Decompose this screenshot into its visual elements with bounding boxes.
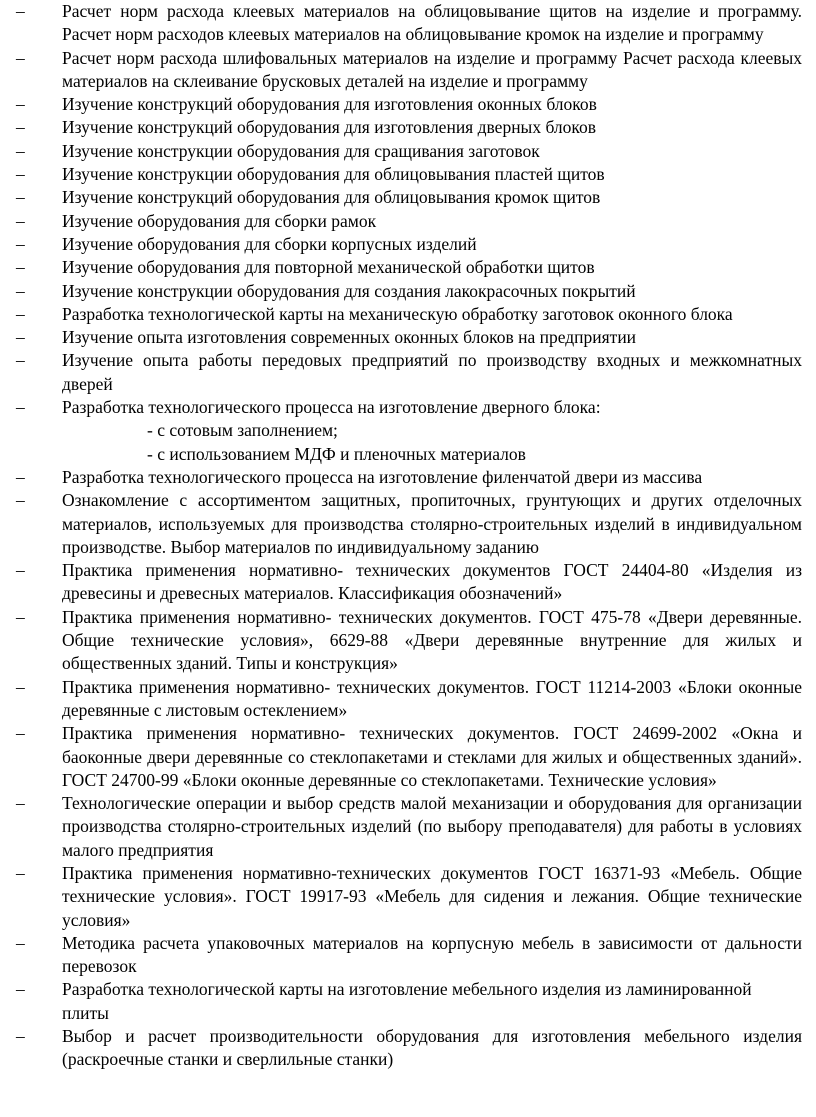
list-item-text: Изучение опыта работы передовых предприятий по производству входных и межкомнатных дверей xyxy=(62,350,802,394)
bullet-dash: – xyxy=(16,303,25,324)
list-item-text: Изучение конструкции оборудования для сращивания заготовок xyxy=(62,140,540,161)
list-item-text: Разработка технологической карты на механическую обработку заготовок оконного блока xyxy=(62,303,733,324)
bullet-dash: – xyxy=(16,47,25,68)
list-item-text: Изучение конструкции оборудования для создания лакокрасочных покрытий xyxy=(62,280,636,301)
list-item xyxy=(0,116,816,139)
list-item xyxy=(0,280,816,303)
bullet-dash: – xyxy=(16,1,25,21)
bullet-dash: – xyxy=(16,117,25,138)
bullet-dash: – xyxy=(16,793,25,814)
list-item xyxy=(0,163,816,186)
list-item xyxy=(0,489,816,559)
list-item-text: Разработка технологического процесса на изготовление дверного блока: xyxy=(62,397,601,418)
list-item-text: Изучение оборудования для повторной механической обработки щитов xyxy=(62,257,595,278)
bullet-dash: – xyxy=(16,1026,25,1047)
list-item xyxy=(0,210,816,233)
list-item-text: Практика применения нормативно- технических документов. ГОСТ 475-78 «Двери деревянные. Общие технические условия», 6629-88 «Двери деревянные внутренние для жилых и общественных зданий. Типы и конструкция» xyxy=(62,606,802,674)
sub-list-item: - с сотовым заполнением; xyxy=(147,420,338,441)
list-item xyxy=(0,326,816,349)
bullet-dash: – xyxy=(16,490,25,511)
list-item xyxy=(0,256,816,279)
list-item xyxy=(0,466,816,489)
bullet-dash: – xyxy=(16,350,25,371)
bullet-dash: – xyxy=(16,327,25,348)
list-item xyxy=(0,676,816,723)
list-item xyxy=(0,93,816,116)
list-item-text: Изучение оборудования для сборки рамок xyxy=(62,210,377,231)
list-item-text: Изучение конструкций оборудования для изготовления дверных блоков xyxy=(62,117,597,138)
list-item-text: Ознакомление с ассортиментом защитных, пропиточных, грунтующих и других отделочных материалов, используемых для производства столярно-строительных изделий в индивидуальном производстве. Выбор материалов по индивидуальному заданию xyxy=(62,490,802,557)
list-item xyxy=(0,722,816,792)
bullet-dash: – xyxy=(16,164,25,185)
list-item xyxy=(0,0,816,47)
bullet-dash: – xyxy=(16,233,25,254)
list-item-text: Технологические операции и выбор средств малой механизации и оборудования для организации производства столярно-строительных изделий (по выбору преподавателя) для работы в условиях малого предприятия xyxy=(62,793,802,860)
list-item-text: Расчет норм расхода клеевых материалов на облицовывание щитов на изделие и программу. Расчет норм расходов клеевых материалов на облицовывание кромок на изделие и программу xyxy=(62,1,802,45)
list-item-text: Методика расчета упаковочных материалов на корпусную мебель в зависимости от дальности перевозок xyxy=(62,932,802,977)
list-item xyxy=(0,862,816,932)
list-item xyxy=(0,792,816,862)
list-item-text: Разработка технологической карты на изготовление мебельного изделия из ламинированной плиты xyxy=(62,979,752,1023)
bullet-dash: – xyxy=(16,210,25,231)
list-item xyxy=(0,186,816,209)
list-item-text: Практика применения нормативно-технических документов ГОСТ 16371-93 «Мебель. Общие технические условия». ГОСТ 19917-93 «Мебель для сидения и лежания. Общие технические условия» xyxy=(62,862,802,930)
bullet-dash: – xyxy=(16,466,25,487)
bullet-dash: – xyxy=(16,94,25,115)
bullet-dash: – xyxy=(16,606,25,627)
list-item xyxy=(0,47,816,94)
bullet-dash: – xyxy=(16,862,25,883)
list-item xyxy=(0,303,816,326)
list-item-text: Изучение оборудования для сборки корпусных изделий xyxy=(62,233,477,254)
list-item-text: Изучение конструкций оборудования для изготовления оконных блоков xyxy=(62,94,597,115)
list-item xyxy=(0,559,816,606)
list-item xyxy=(0,396,816,419)
bullet-dash: – xyxy=(16,187,25,208)
list-item-text: Изучение опыта изготовления современных оконных блоков на предприятии xyxy=(62,327,637,348)
list-item-text: Практика применения нормативно- технических документов. ГОСТ 11214-2003 «Блоки оконные деревянные с листовым остеклением» xyxy=(62,676,802,720)
list-item-text: Изучение конструкций оборудования для облицовывания кромок щитов xyxy=(62,187,601,208)
list-item xyxy=(0,978,816,1025)
bullet-dash: – xyxy=(16,932,25,953)
sub-list-item: - с использованием МДФ и пленочных материалов xyxy=(147,443,526,464)
list-item xyxy=(0,932,816,979)
list-item xyxy=(0,606,816,676)
list-item-text: Расчет норм расхода шлифовальных материалов на изделие и программу Расчет расхода клеевых материалов на склеивание брусковых деталей на изделие и программу xyxy=(62,47,802,91)
list-item-text: Разработка технологического процесса на изготовление филенчатой двери из массива xyxy=(62,466,703,487)
list-item xyxy=(0,233,816,256)
list-item-text: Практика применения нормативно- технических документов ГОСТ 24404-80 «Изделия из древесины и древесных материалов. Классификация обозначений» xyxy=(62,560,802,604)
bullet-dash: – xyxy=(16,257,25,278)
bullet-dash: – xyxy=(16,676,25,697)
bullet-dash: – xyxy=(16,140,25,161)
list-item xyxy=(0,349,816,396)
list-item xyxy=(0,140,816,163)
list-item-text: Практика применения нормативно- технических документов. ГОСТ 24699-2002 «Окна и баоконные двери деревянные со стеклопакетами и стеклами для жилых и общественных зданий». ГОСТ 24700-99 «Блоки оконные деревянные со стеклопакетами. Технические условия» xyxy=(62,723,802,790)
list-item-text: Выбор и расчет производительности оборудования для изготовления мебельного изделия (раскроечные станки и сверлильные станки) xyxy=(62,1026,802,1070)
bullet-dash: – xyxy=(16,397,25,418)
bullet-dash: – xyxy=(16,280,25,301)
list-item-text: Изучение конструкции оборудования для облицовывания пластей щитов xyxy=(62,164,605,185)
bullet-dash: – xyxy=(16,723,25,744)
bullet-dash: – xyxy=(16,560,25,581)
list-item xyxy=(0,1025,816,1072)
bullet-dash: – xyxy=(16,979,25,1000)
